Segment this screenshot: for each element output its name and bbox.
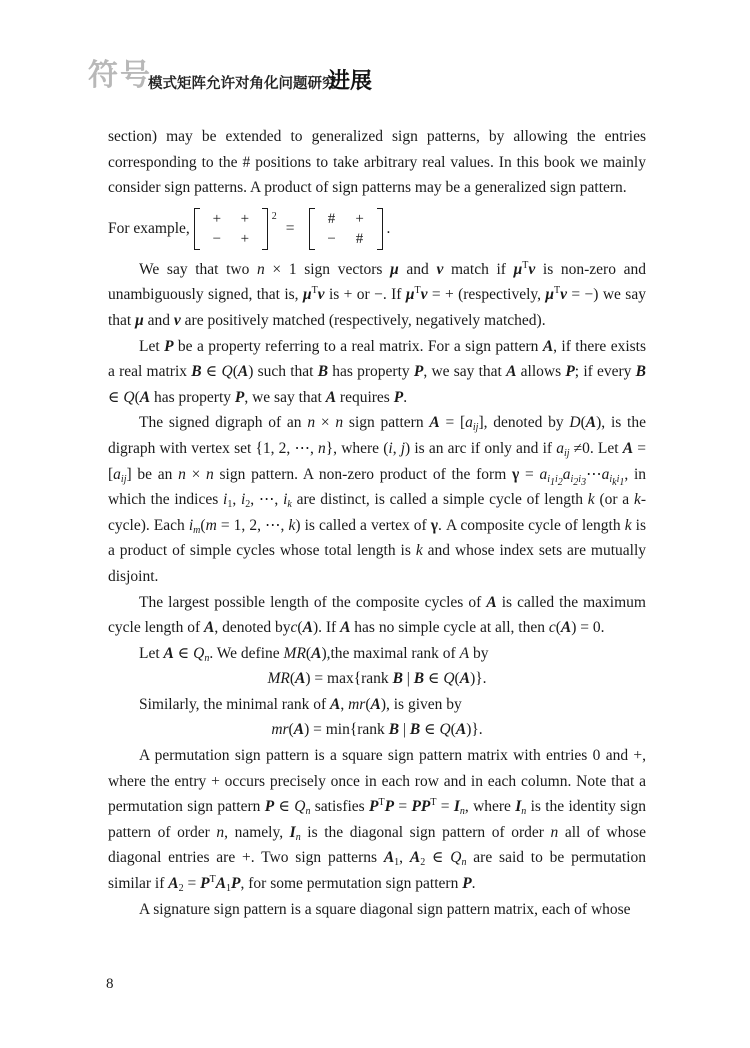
- paragraph-intro: section) may be extended to generalized sign patterns, by allowing the entries corresponding to the # positions to take arbitrary real values. In this book we mainly consider sign patterns. A product of sign patterns may be a generalized sign pattern.: [108, 128, 646, 197]
- matrix-exponent: 2: [271, 210, 277, 222]
- paragraph-signature: A signature sign pattern is a square diagonal sign pattern matrix, each of whose: [139, 900, 631, 918]
- paragraph-digraph: The signed digraph of an n × n sign pattern $A = [a_{ij}]$, denoted by D(A), is the digraph with vertex set {1, 2, ⋯, n}, where (i, j) is an arc if only and if $a_{ij} \ne 0$. Let $A = [a_{ij}]$ be an n × n sign pattern. A non-zero product of the form $\gamma = a_{i_1i_2}a_{i_2i_3}\cdots a_{i_ki_1}$, in which the indices $i_1$, $i_2$, ⋯, $i_k$ are distinct, is called a simple cycle of length k (or a k-cycle). Each $i_m(m = 1$, 2, ⋯, k) is called a vertex of γ. A composite cycle of length k is a product of simple cycles whose total length is k and whose index sets are mutually disjoint.: [108, 414, 647, 585]
- paragraph-maxrank: Let A ∈ $Q_n$. We define MR(A),the maximal rank of A by: [139, 644, 489, 664]
- page-body: [108, 124, 646, 922]
- matrix-right: [309, 208, 383, 250]
- matrix-left-cell: −: [212, 230, 222, 247]
- running-header: [88, 54, 388, 104]
- header-prefix: 符号: [88, 58, 152, 93]
- example-end: .: [386, 219, 391, 237]
- paragraph-match: We say that two n × 1 sign vectors μ and v match if $\mu^Tv$ is non-zero and unambiguously signed, that is, $\mu^Tv$ is + or −. If $\mu^Tv$ = + (respectively, $\mu^Tv$ = −) we say that μ and v are positively matched (respectively, negatively matched).: [108, 259, 646, 329]
- example-equation: For example, + + − + 2 = # + − # .: [108, 201, 646, 257]
- matrix-right-cell: #: [355, 230, 364, 247]
- matrix-right-cell: −: [327, 230, 336, 247]
- paragraph-permutation: A permutation sign pattern is a square sign pattern matrix with entries 0 and +, where the entry + occurs precisely once in each row and in each column. Note that a permutation sign pattern P ∈ $Q_n$ satisfies $P^TP = PP^T = I_n$, where $I_n$ is the identity sign pattern of order n, namely, $I_n$ is the diagonal sign pattern of order n all of whose diagonal entries are +. Two sign patterns $A_1$, $A_2$ ∈ $Q_n$ are said to be permutation similar if $A_2 = P^TA_1P$, for some permutation sign pattern P.: [108, 747, 646, 895]
- example-label: For example,: [108, 219, 190, 237]
- matrix-right-cell: #: [327, 210, 336, 227]
- matrix-left: [194, 208, 277, 250]
- header-title: 模式矩阵允许对角化问题研究: [148, 76, 337, 92]
- paragraph-property: Let P be a property referring to a real matrix. For a sign pattern A, if there exists a real matrix B ∈ Q(A) such that B has property P, we say that A allows P; if every B ∈ Q(A has property P, we say that A requires P.: [108, 337, 646, 406]
- matrix-left-cell: +: [240, 230, 250, 247]
- matrix-right-cell: +: [355, 210, 364, 227]
- equation-maxrank: MR(A) = max{rank B | B ∈ Q(A)}.: [267, 670, 487, 688]
- header-suffix: 进展: [328, 69, 373, 94]
- paragraph-cycle-length: The largest possible length of the composite cycles of A is called the maximum cycle length of A, denoted byc(A). If A has no simple cycle at all, then c(A) = 0.: [108, 593, 646, 637]
- matrix-left-cell: +: [212, 210, 222, 227]
- page-number: 8: [106, 976, 114, 992]
- paragraph-minrank: Similarly, the minimal rank of A, mr(A), is given by: [139, 695, 462, 713]
- matrix-left-cell: +: [240, 210, 250, 227]
- equation-minrank: mr(A) = min{rank B | B ∈ Q(A)}.: [271, 721, 483, 739]
